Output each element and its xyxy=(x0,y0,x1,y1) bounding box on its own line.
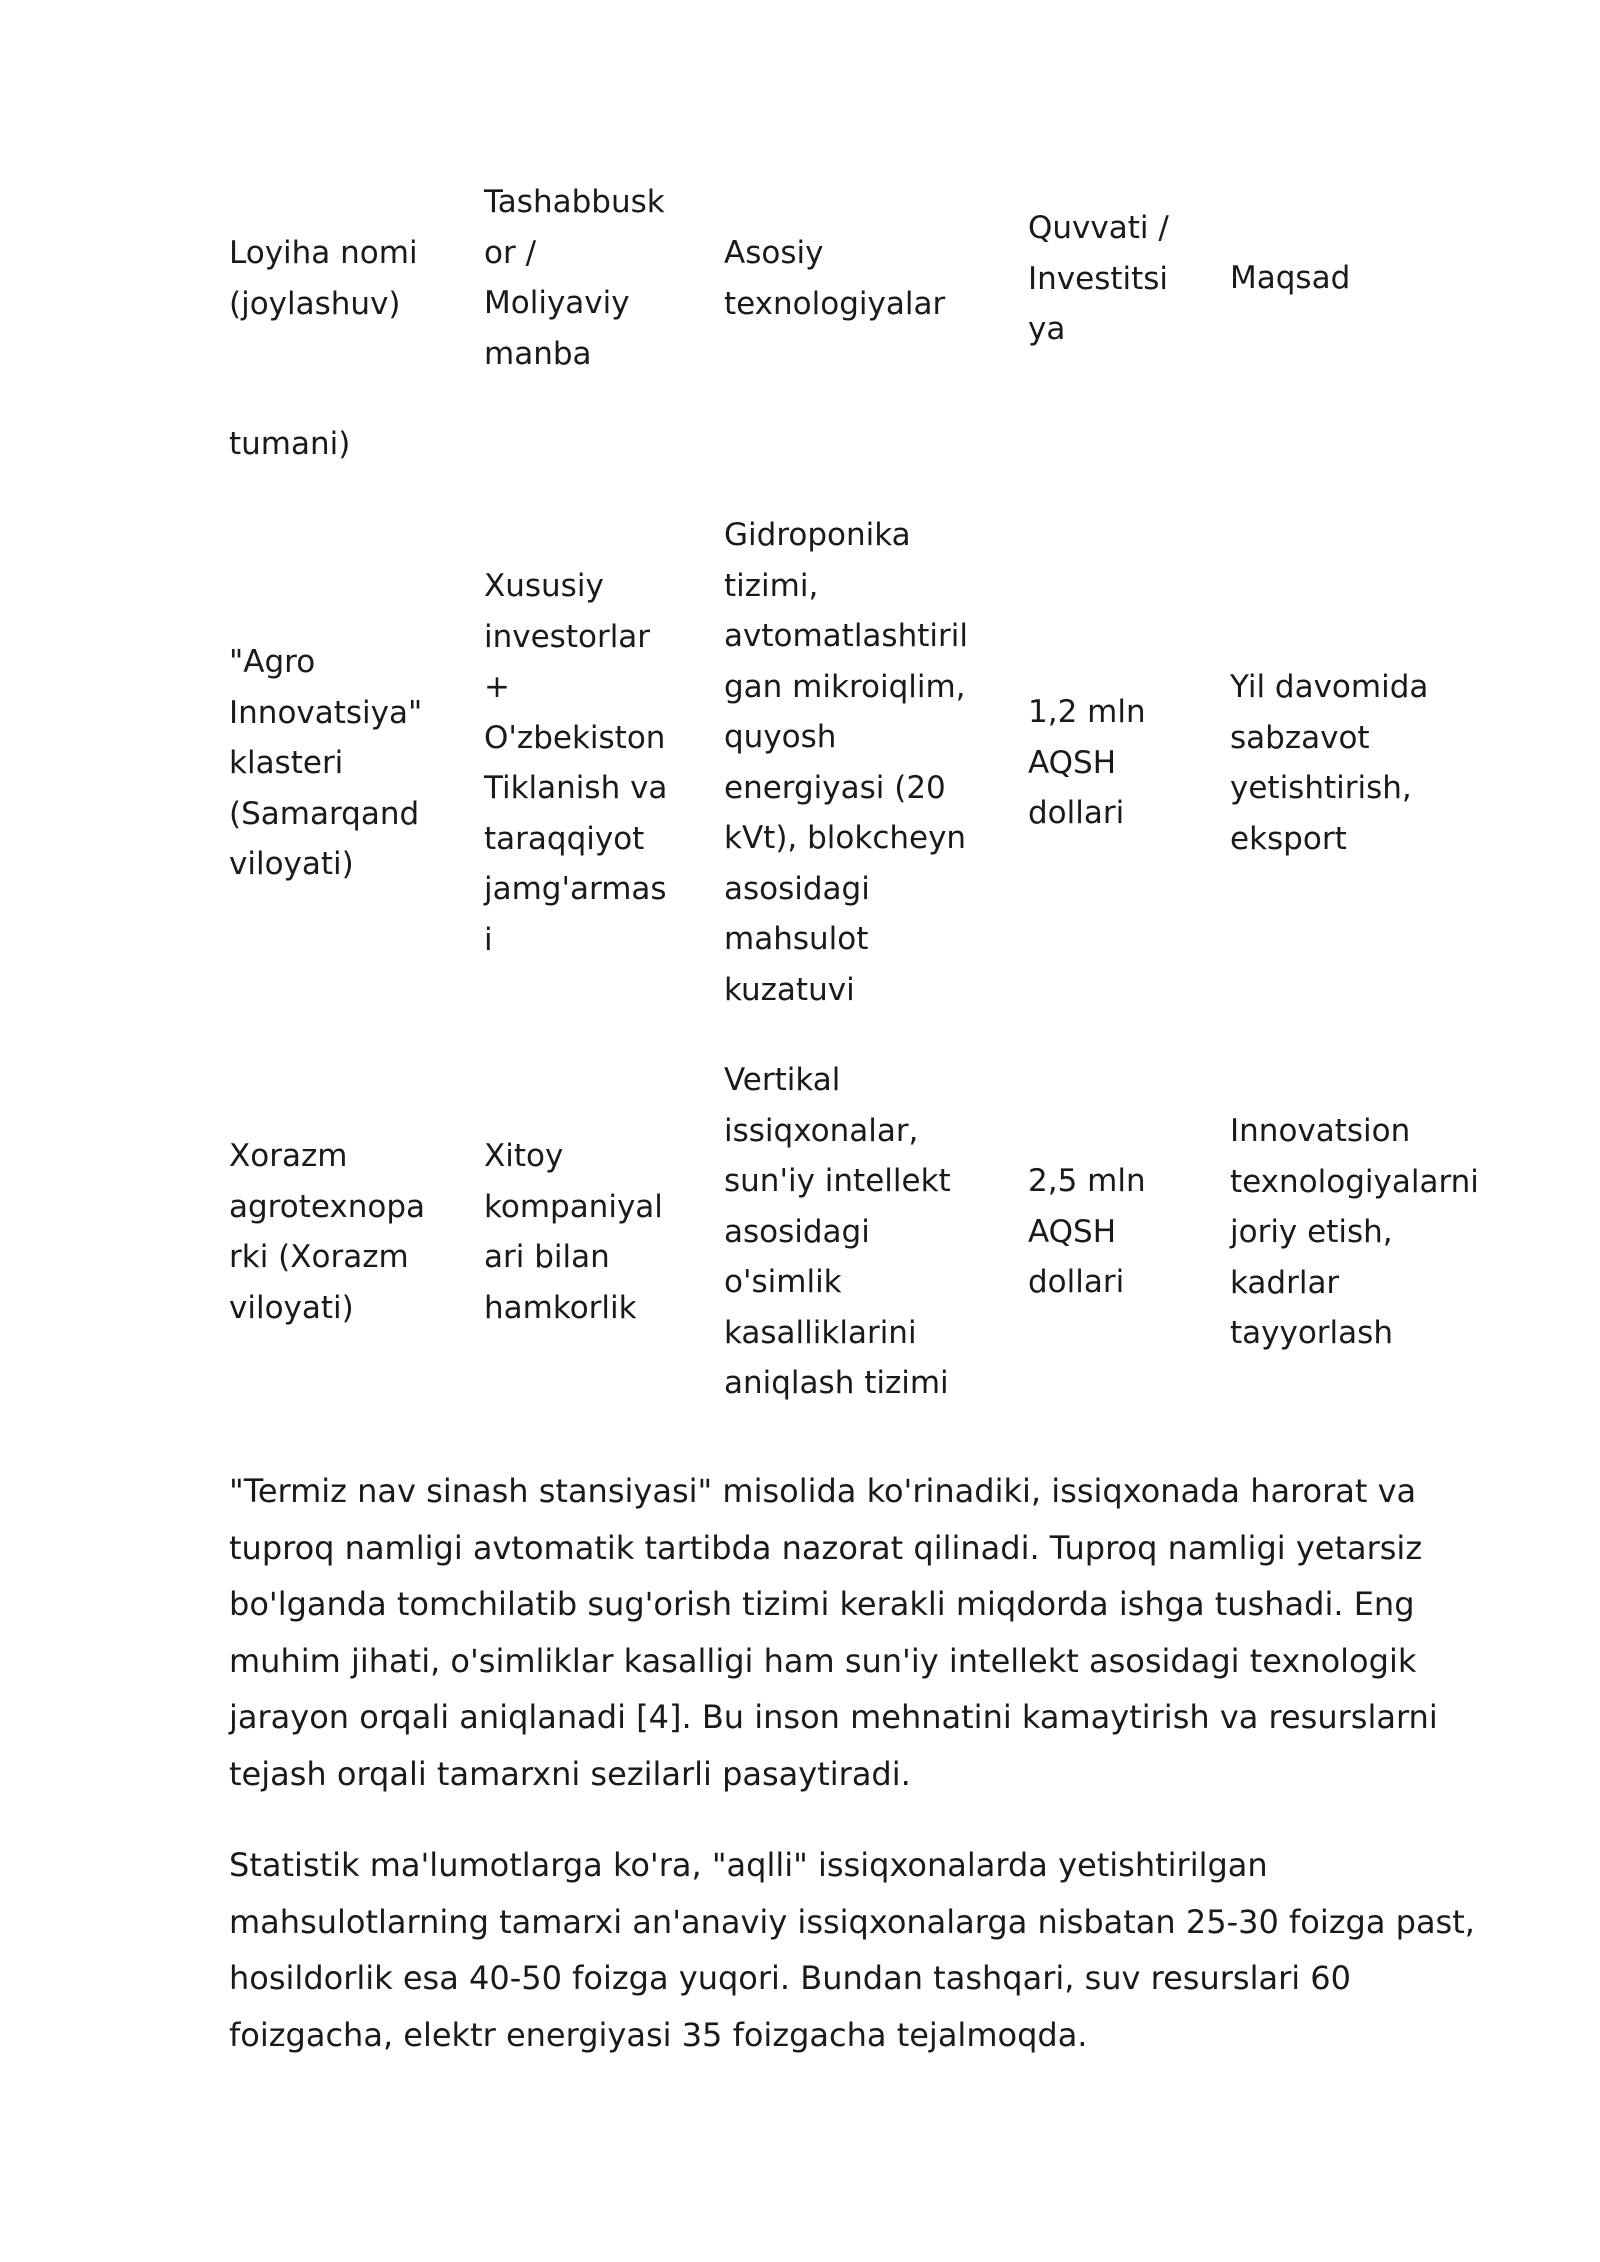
header-capacity: Quvvati / Investitsi ya xyxy=(1028,210,1169,347)
table-cell-project-name: Xorazm agrotexnopa rki (Xorazm viloyati) xyxy=(229,1138,426,1326)
header-goal: Maqsad xyxy=(1230,260,1351,296)
header-initiator: Tashabbusk or / Moliyaviy manba xyxy=(484,184,665,372)
header-project-name: Loyiha nomi (joylashuv) xyxy=(229,235,418,322)
table-cell-technologies: Gidroponika tizimi, avtomatlashtiril gan mikroiqlim, quyosh energiyasi (20 kVt), blokcheyn asosidagi mahsulot kuzatuvi xyxy=(724,517,968,1008)
table-cell-capacity: 1,2 mln AQSH dollari xyxy=(1028,694,1146,831)
table-cell-continuation: tumani) xyxy=(229,426,351,462)
table-cell-capacity: 2,5 mln AQSH dollari xyxy=(1028,1163,1146,1300)
table-cell-goal: Yil davomida sabzavot yetishtirish, eksport xyxy=(1230,669,1429,857)
header-technologies: Asosiy texnologiyalar xyxy=(724,235,946,322)
body-paragraph: Statistik ma'lumotlarga ko'ra, "aqlli" issiqxonalarda yetishtirilgan mahsulotlarning tamarxi an'anaviy issiqxonalarga nisbatan 25-30 foizga past, hosildorlik esa 40-50 foizga yuqori. Bundan tashqari, suv resurslari 60 foizgacha, elektr energiyasi 35 foizgacha tejalmoqda. xyxy=(229,1846,1475,2054)
body-paragraph: "Termiz nav sinash stansiyasi" misolida ko'rinadiki, issiqxonada harorat va tuproq namligi avtomatik tartibda nazorat qilinadi. Tuproq namligi yetarsiz bo'lganda tomchilatib sug'orish tizimi kerakli miqdorda ishga tushadi. Eng muhim jihati, o'simliklar kasalligi ham sun'iy intellekt asosidagi texnologik jarayon orqali aniqlanadi [4]. Bu inson mehnatini kamaytirish va resurslarni tejash orqali tamarxni sezilarli pasaytiradi. xyxy=(229,1472,1438,1793)
table-cell-project-name: "Agro Innovatsiya" klasteri (Samarqand viloyati) xyxy=(229,644,423,882)
table-cell-initiator: Xitoy kompaniyal ari bilan hamkorlik xyxy=(484,1138,663,1326)
table-cell-initiator: Xususiy investorlar + O'zbekiston Tiklanish va taraqqiyot jamg'armas i xyxy=(484,568,668,958)
table-cell-technologies: Vertikal issiqxonalar, sun'iy intellekt asosidagi o'simlik kasalliklarini aniqlash tizimi xyxy=(724,1062,951,1401)
table-cell-goal: Innovatsion texnologiyalarni joriy etish, kadrlar tayyorlash xyxy=(1230,1113,1479,1351)
